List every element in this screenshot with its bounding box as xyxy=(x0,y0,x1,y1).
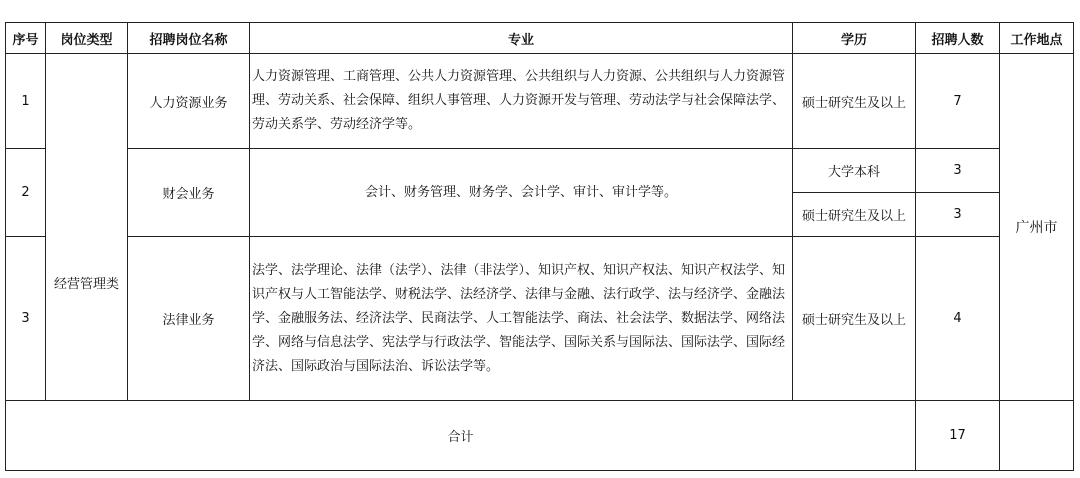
table-row xyxy=(6,54,1074,149)
total-label: 合计 xyxy=(6,401,916,471)
header-location: 工作地点 xyxy=(1000,23,1074,54)
row-education: 大学本科 xyxy=(793,149,916,193)
row-count: 3 xyxy=(916,193,1000,237)
header-row xyxy=(6,23,1074,54)
total-row xyxy=(6,401,1074,471)
recruitment-table xyxy=(5,22,1074,471)
row-major: 人力资源管理、工商管理、公共人力资源管理、公共组织与人力资源、公共组织与人力资源管理、劳动关系、社会保障、组织人事管理、人力资源开发与管理、劳动法学与社会保障法学、劳动关系学、劳动经济学等。 xyxy=(250,54,793,149)
row-education: 硕士研究生及以上 xyxy=(793,54,916,149)
header-position: 招聘岗位名称 xyxy=(128,23,250,54)
header-count: 招聘人数 xyxy=(916,23,1000,54)
header-seq: 序号 xyxy=(6,23,46,54)
row-seq: 1 xyxy=(6,54,46,149)
row-position: 人力资源业务 xyxy=(128,54,250,149)
total-location-empty xyxy=(1000,401,1074,471)
row-count: 3 xyxy=(916,149,1000,193)
row-major: 会计、财务管理、财务学、会计学、审计、审计学等。 xyxy=(250,149,793,237)
table-row xyxy=(6,237,1074,401)
row-position: 法律业务 xyxy=(128,237,250,401)
table-row xyxy=(6,149,1074,193)
row-education: 硕士研究生及以上 xyxy=(793,193,916,237)
header-type: 岗位类型 xyxy=(46,23,128,54)
row-major: 法学、法学理论、法律（法学）、法律（非法学）、知识产权、知识产权法、知识产权法学、知识产权与人工智能法学、财税法学、法经济学、法律与金融、法行政学、法与经济学、金融法学、金融服务法、经济法学、民商法学、人工智能法学、商法、社会法学、数据法学、网络法学、网络与信息法学、宪法学与行政法学、智能法学、国际关系与国际法、国际法学、国际经济法、国际政治与国际法治、诉讼法学等。 xyxy=(250,237,793,401)
category-cell: 经营管理类 xyxy=(46,54,128,401)
row-position: 财会业务 xyxy=(128,149,250,237)
row-education: 硕士研究生及以上 xyxy=(793,237,916,401)
location-cell: 广州市 xyxy=(1000,54,1074,401)
row-seq: 2 xyxy=(6,149,46,237)
total-count: 17 xyxy=(916,401,1000,471)
row-seq: 3 xyxy=(6,237,46,401)
header-education: 学历 xyxy=(793,23,916,54)
header-major: 专业 xyxy=(250,23,793,54)
row-count: 4 xyxy=(916,237,1000,401)
row-count: 7 xyxy=(916,54,1000,149)
